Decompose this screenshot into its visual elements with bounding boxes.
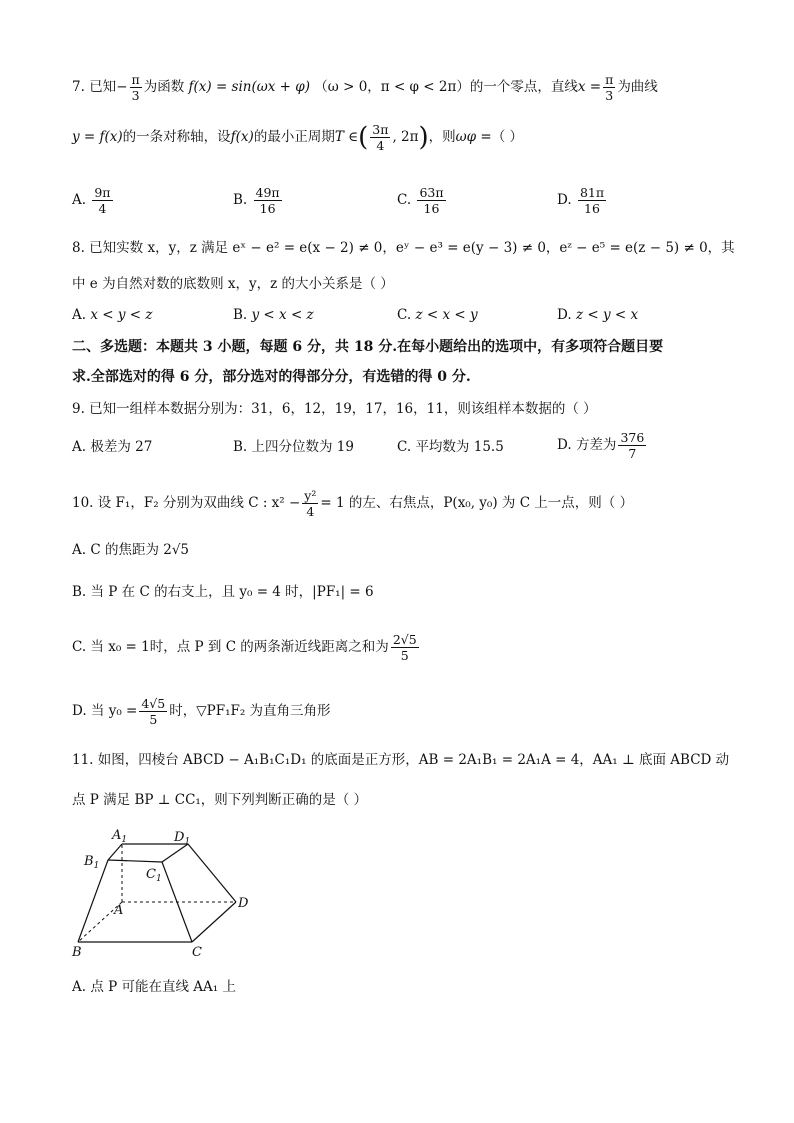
q8-option-a[interactable]: A. x < y < z	[72, 307, 153, 323]
label-C1: $C_1$	[146, 867, 162, 884]
section2-heading-line1: 二、多选题：本题共 3 小题，每题 6 分，共 18 分.在每小题给出的选项中，有多项符合题目要	[72, 339, 664, 355]
q7-number: 7.	[72, 79, 85, 95]
label-D: D	[238, 896, 249, 911]
q9-option-c[interactable]: C. 平均数为 15.5	[397, 439, 504, 455]
q11-line1: 11. 如图，四棱台 ABCD − A₁B₁C₁D₁ 的底面是正方形，AB = 2A₁B₁ = 2A₁A = 4，AA₁ ⊥ 底面 ABCD 动	[72, 752, 730, 768]
q11-option-a[interactable]: A. 点 P 可能在直线 AA₁ 上	[72, 979, 236, 995]
q9-stem: 9. 已知一组样本数据分别为：31，6，12，19，17，16，11，则该组样本数据的（ ）	[72, 401, 597, 417]
label-A: A	[114, 903, 124, 918]
q10-option-c[interactable]: C. 当 x₀ = 1时，点 P 到 C 的两条渐近线距离之和为 $\frac{2√5}{5}$	[72, 632, 417, 663]
q7-option-d[interactable]: D. $\frac{81\pi}{16}$	[557, 185, 605, 216]
q7-line2: y = f(x)的一条对称轴，设f(x)的最小正周期T ∈( $\frac{3\pi}{4}$ , 2π)，则ωφ =（ ）	[72, 122, 524, 153]
label-D1: $D_1$	[174, 830, 191, 847]
q10-option-b[interactable]: B. 当 P 在 C 的右支上，且 y₀ = 4 时，|PF₁| = 6	[72, 584, 374, 600]
label-B: B	[72, 945, 82, 960]
frustum-figure	[70, 822, 270, 962]
edge-B1C1	[108, 860, 162, 862]
label-A1: $A_1$	[112, 828, 128, 845]
edge-DD1	[188, 844, 236, 902]
q8-option-b[interactable]: B. y < x < z	[233, 307, 314, 323]
edge-CD	[192, 902, 236, 942]
label-C: C	[192, 945, 202, 960]
q11-line2: 点 P 满足 BP ⊥ CC₁，则下列判断正确的是（ ）	[72, 792, 368, 808]
q8-option-c[interactable]: C. z < x < y	[397, 307, 478, 323]
q10-stem: 10. 设 F₁，F₂ 分别为双曲线 C : x² − $\frac{\text{y²}}{4}$ = 1 的左、右焦点，P(x₀, y₀) 为 C 上一点，则（ ）	[72, 488, 634, 519]
q7-option-a[interactable]: A. $\frac{9\pi}{4}$	[72, 185, 111, 216]
q8-line2: 中 e 为自然对数的底数则 x，y，z 的大小关系是（ ）	[72, 276, 394, 292]
q7-function: f(x) = sin(ωx + φ)	[188, 79, 310, 95]
section2-heading-line2: 求.全部选对的得 6 分，部分选对的得部分分，有选错的得 0 分.	[72, 369, 471, 385]
q9-option-d[interactable]: D. 方差为 $\frac{376}{7}$	[557, 430, 645, 461]
q7-neg-pi-3: $\frac{\pi}{3}$	[131, 72, 140, 103]
label-B1: $B_1$	[84, 854, 100, 871]
edge-BB1	[78, 860, 108, 942]
q7-line1: 7. 已知− $\frac{\pi}{3}$ 为函数 f(x) = sin(ωx + φ) （ω > 0，π < φ < 2π）的一个零点，直线x = $\frac{\pi}{3}$ 为曲线	[72, 72, 658, 103]
edge-A1B1	[108, 844, 122, 860]
q10-option-d[interactable]: D. 当 y₀ = $\frac{4√5}{5}$ 时，▽PF₁F₂ 为直角三角形	[72, 696, 331, 727]
q10-option-a[interactable]: A. C 的焦距为 2√5	[72, 542, 190, 558]
q9-option-a[interactable]: A. 极差为 27	[72, 439, 153, 455]
q9-option-b[interactable]: B. 上四分位数为 19	[233, 439, 354, 455]
q7-option-b[interactable]: B. $\frac{49\pi}{16}$	[233, 185, 280, 216]
q7-option-c[interactable]: C. $\frac{63\pi}{16}$	[397, 185, 444, 216]
q8-option-d[interactable]: D. z < y < x	[557, 307, 639, 323]
q8-line1: 8. 已知实数 x，y，z 满足 eˣ − e² = e(x − 2) ≠ 0，eʸ − e³ = e(y − 3) ≠ 0，eᶻ − e⁵ = e(z − 5) ≠ 0，其	[72, 240, 735, 256]
